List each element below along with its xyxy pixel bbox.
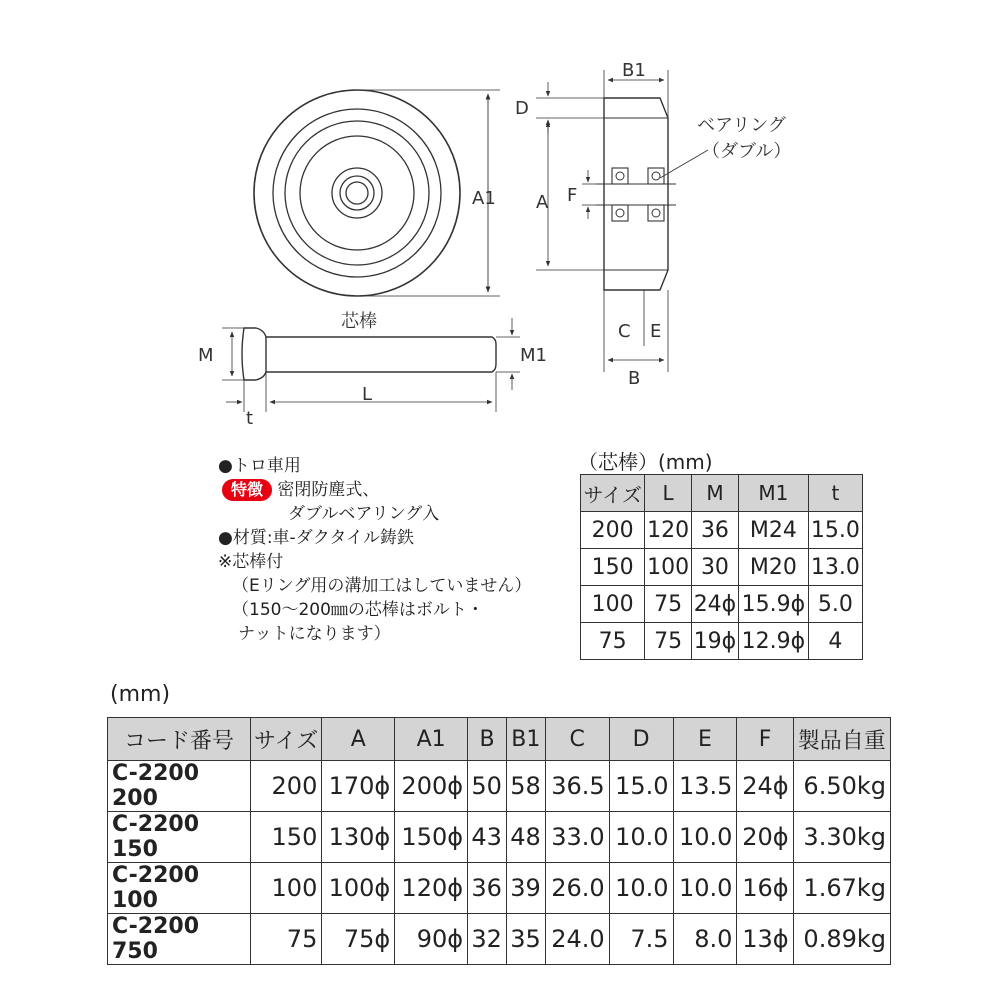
- table-cell: 8.0: [673, 914, 737, 965]
- code-cell: C-2200 200: [108, 761, 251, 812]
- table-cell: 36: [468, 863, 507, 914]
- note-feature: [222, 479, 379, 501]
- table-row: [108, 863, 891, 914]
- table-cell: 120: [645, 512, 692, 549]
- table-cell: 50: [468, 761, 507, 812]
- table-cell: 33.0: [545, 812, 609, 863]
- shaft-table-caption: （芯棒）(mm): [578, 450, 713, 474]
- table-cell: 36: [691, 512, 738, 549]
- table-cell: 7.5: [609, 914, 673, 965]
- table-cell: M20: [739, 549, 809, 586]
- table-cell: 4: [808, 623, 862, 660]
- note-shaft-1: （Eリング用の溝加工はしていません）: [232, 576, 532, 596]
- table-cell: 15.9ϕ: [739, 586, 809, 623]
- table-cell: 75: [645, 586, 692, 623]
- table-cell: 75: [645, 623, 692, 660]
- table-cell: 20ϕ: [737, 812, 793, 863]
- table-cell: 16ϕ: [737, 863, 793, 914]
- spec-header-cell: D: [609, 718, 673, 761]
- spec-header-cell: サイズ: [251, 718, 322, 761]
- table-cell: 100: [645, 549, 692, 586]
- table-cell: 200: [581, 512, 645, 549]
- spec-header-cell: C: [545, 718, 609, 761]
- table-cell: 48: [506, 812, 545, 863]
- table-cell: 36.5: [545, 761, 609, 812]
- table-cell: 120ϕ: [395, 863, 468, 914]
- table-cell: 1.67kg: [793, 863, 890, 914]
- main-table-caption: (mm): [110, 682, 171, 707]
- table-row: [108, 812, 891, 863]
- table-cell: 13.5: [673, 761, 737, 812]
- spec-header-cell: B: [468, 718, 507, 761]
- table-cell: 10.0: [673, 863, 737, 914]
- table-cell: 200: [251, 761, 322, 812]
- table-cell: 130ϕ: [322, 812, 395, 863]
- label-f: F: [567, 185, 578, 206]
- spec-header-cell: A: [322, 718, 395, 761]
- feature-line2: ダブルベアリング入: [288, 504, 440, 524]
- table-cell: M24: [739, 512, 809, 549]
- label-shaft: 芯棒: [341, 311, 377, 332]
- shaft-header-cell: M: [691, 475, 738, 512]
- label-a: A: [536, 192, 549, 213]
- spec-header-cell: F: [737, 718, 793, 761]
- code-cell: C-2200 100: [108, 863, 251, 914]
- table-cell: 24.0: [545, 914, 609, 965]
- label-bearing-double: （ダブル）: [702, 141, 792, 162]
- table-cell: 10.0: [609, 863, 673, 914]
- note-shaft-3: ナットになります）: [238, 624, 391, 644]
- table-cell: 75: [581, 623, 645, 660]
- table-cell: 10.0: [609, 812, 673, 863]
- table-row: [581, 549, 863, 586]
- label-d: D: [515, 98, 529, 119]
- shaft-header-cell: M1: [739, 475, 809, 512]
- label-a1: A1: [472, 188, 496, 209]
- spec-table: [107, 717, 891, 965]
- table-cell: 39: [506, 863, 545, 914]
- table-cell: 150ϕ: [395, 812, 468, 863]
- shaft-table: [580, 474, 863, 660]
- label-t: t: [246, 408, 254, 429]
- table-cell: 26.0: [545, 863, 609, 914]
- spec-header-cell: コード番号: [108, 718, 251, 761]
- label-e: E: [650, 321, 662, 342]
- table-row: [581, 623, 863, 660]
- wheel-drawing: [0, 0, 1000, 440]
- table-cell: 24ϕ: [691, 586, 738, 623]
- table-cell: 30: [691, 549, 738, 586]
- table-cell: 75ϕ: [322, 914, 395, 965]
- table-cell: 0.89kg: [793, 914, 890, 965]
- shaft-header-cell: t: [808, 475, 862, 512]
- label-m1: M1: [520, 345, 547, 366]
- spec-header-cell: B1: [506, 718, 545, 761]
- table-cell: 170ϕ: [322, 761, 395, 812]
- feature-badge: 特徴: [222, 479, 272, 501]
- table-cell: 5.0: [808, 586, 862, 623]
- spec-table-header: [108, 718, 891, 761]
- feature-line1: 密閉防塵式、: [277, 480, 380, 500]
- table-cell: 100ϕ: [322, 863, 395, 914]
- shaft-table-header: [581, 475, 863, 512]
- table-cell: 43: [468, 812, 507, 863]
- table-cell: 100: [581, 586, 645, 623]
- note-shaft-included: ※芯棒付: [218, 552, 284, 572]
- table-cell: 12.9ϕ: [739, 623, 809, 660]
- table-cell: 200ϕ: [395, 761, 468, 812]
- spec-header-cell: A1: [395, 718, 468, 761]
- shaft-header-cell: L: [645, 475, 692, 512]
- label-c: C: [618, 321, 631, 342]
- note-material: ●材質:車-ダクタイル鋳鉄: [218, 528, 415, 548]
- table-cell: 10.0: [673, 812, 737, 863]
- table-row: [108, 914, 891, 965]
- table-cell: 3.30kg: [793, 812, 890, 863]
- spec-header-cell: 製品自重: [793, 718, 890, 761]
- table-cell: 24ϕ: [737, 761, 793, 812]
- note-use: ●トロ車用: [218, 456, 301, 476]
- table-cell: 35: [506, 914, 545, 965]
- table-cell: 58: [506, 761, 545, 812]
- table-cell: 32: [468, 914, 507, 965]
- table-cell: 13ϕ: [737, 914, 793, 965]
- shaft-drawing: [242, 328, 496, 380]
- table-cell: 6.50kg: [793, 761, 890, 812]
- wheel-front-view: [254, 90, 500, 296]
- spec-header-cell: E: [673, 718, 737, 761]
- table-row: [108, 761, 891, 812]
- table-cell: 150: [581, 549, 645, 586]
- code-cell: C-2200 150: [108, 812, 251, 863]
- label-bearing: ベアリング: [697, 115, 786, 136]
- table-row: [581, 586, 863, 623]
- table-cell: 13.0: [808, 549, 862, 586]
- table-cell: 15.0: [609, 761, 673, 812]
- shaft-header-cell: サイズ: [581, 475, 645, 512]
- label-m: M: [198, 345, 214, 366]
- table-cell: 15.0: [808, 512, 862, 549]
- table-cell: 75: [251, 914, 322, 965]
- wheel-side-view: [596, 98, 676, 290]
- table-cell: 150: [251, 812, 322, 863]
- table-row: [581, 512, 863, 549]
- label-l: L: [362, 384, 373, 405]
- note-shaft-2: （150～200㎜の芯棒はボルト・: [232, 600, 484, 620]
- table-cell: 90ϕ: [395, 914, 468, 965]
- table-cell: 100: [251, 863, 322, 914]
- table-cell: 19ϕ: [691, 623, 738, 660]
- label-b: B: [628, 368, 641, 389]
- code-cell: C-2200 750: [108, 914, 251, 965]
- label-b1: B1: [622, 60, 646, 81]
